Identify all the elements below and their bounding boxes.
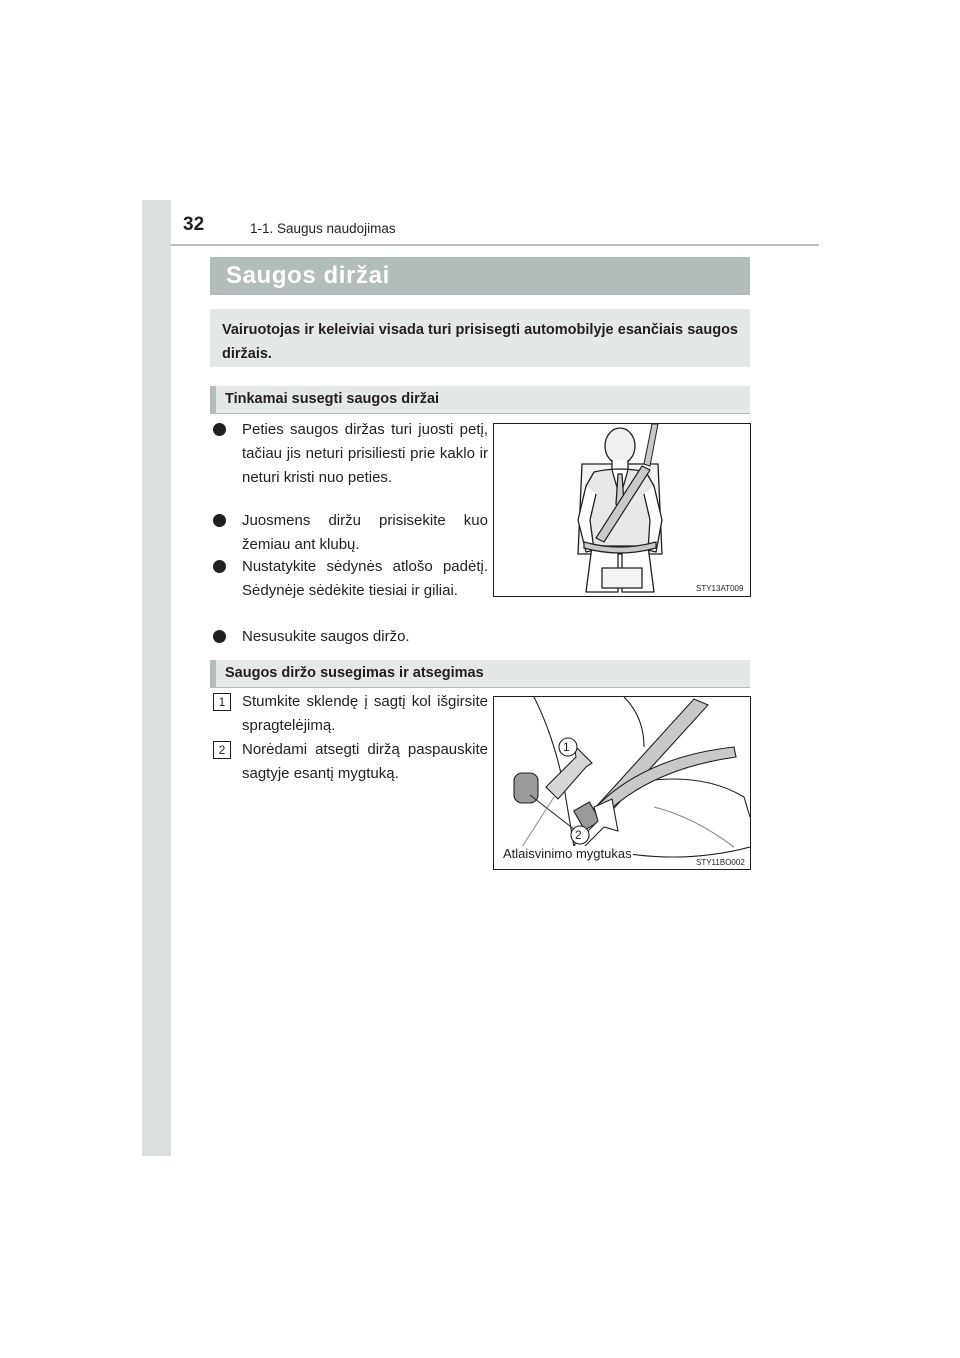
section-accent bbox=[210, 386, 216, 413]
figure-code: STY13AT009 bbox=[696, 584, 744, 593]
figure-code: STY11BO002 bbox=[696, 858, 745, 867]
bullet-dot-icon bbox=[213, 514, 226, 527]
callout-2: 2 bbox=[575, 828, 582, 842]
page-number: 32 bbox=[183, 214, 205, 235]
step-text: Stumkite sklendę į sagtį kol išgirsite spragtelėjimą. bbox=[242, 693, 488, 734]
step-number: 1 bbox=[213, 693, 231, 711]
buckle-drawing bbox=[494, 697, 750, 869]
bullet-text: Nesusukite saugos diržo. bbox=[242, 628, 410, 645]
step-number: 2 bbox=[213, 741, 231, 759]
bullet-text: Peties saugos diržas turi juosti petį, tačiau jis neturi prisiliesti prie kaklo ir neturi kristi nuo peties. bbox=[242, 421, 488, 486]
intro-box bbox=[210, 309, 750, 367]
seated-occupant-illustration bbox=[493, 423, 751, 597]
chapter-title-bar bbox=[210, 257, 750, 295]
section-heading-bar bbox=[210, 386, 750, 414]
callout-1: 1 bbox=[563, 740, 570, 754]
seatbelt-wearer-drawing bbox=[494, 424, 750, 596]
section-accent bbox=[210, 660, 216, 687]
bullet-dot-icon bbox=[213, 630, 226, 643]
release-button-label: Atlaisvinimo mygtukas bbox=[503, 846, 632, 861]
side-margin-band bbox=[142, 200, 171, 1156]
bullet-dot-icon bbox=[213, 423, 226, 436]
bullet-dot-icon bbox=[213, 560, 226, 573]
buckle-illustration bbox=[493, 696, 751, 870]
step-text: Norėdami atsegti diržą paspauskite sagtyje esantį mygtuką. bbox=[242, 741, 488, 782]
running-header: 1-1. Saugus naudojimas bbox=[250, 221, 396, 236]
page-title: Saugos diržai bbox=[226, 262, 390, 289]
section-heading-bar bbox=[210, 660, 750, 688]
bullet-text: Juosmens diržu prisisekite kuo žemiau ant klubų. bbox=[242, 512, 488, 553]
header-rule bbox=[171, 244, 819, 246]
section-heading: Tinkamai susegti saugos diržai bbox=[225, 391, 440, 407]
bullet-text: Nustatykite sėdynės atlošo padėtį. Sėdynėje sėdėkite tiesiai ir giliai. bbox=[242, 558, 488, 599]
intro-text: Vairuotojas ir keleiviai visada turi prisisegti automobilyje esančiais saugos diržais. bbox=[222, 322, 738, 362]
section-heading: Saugos diržo susegimas ir atsegimas bbox=[225, 665, 484, 681]
